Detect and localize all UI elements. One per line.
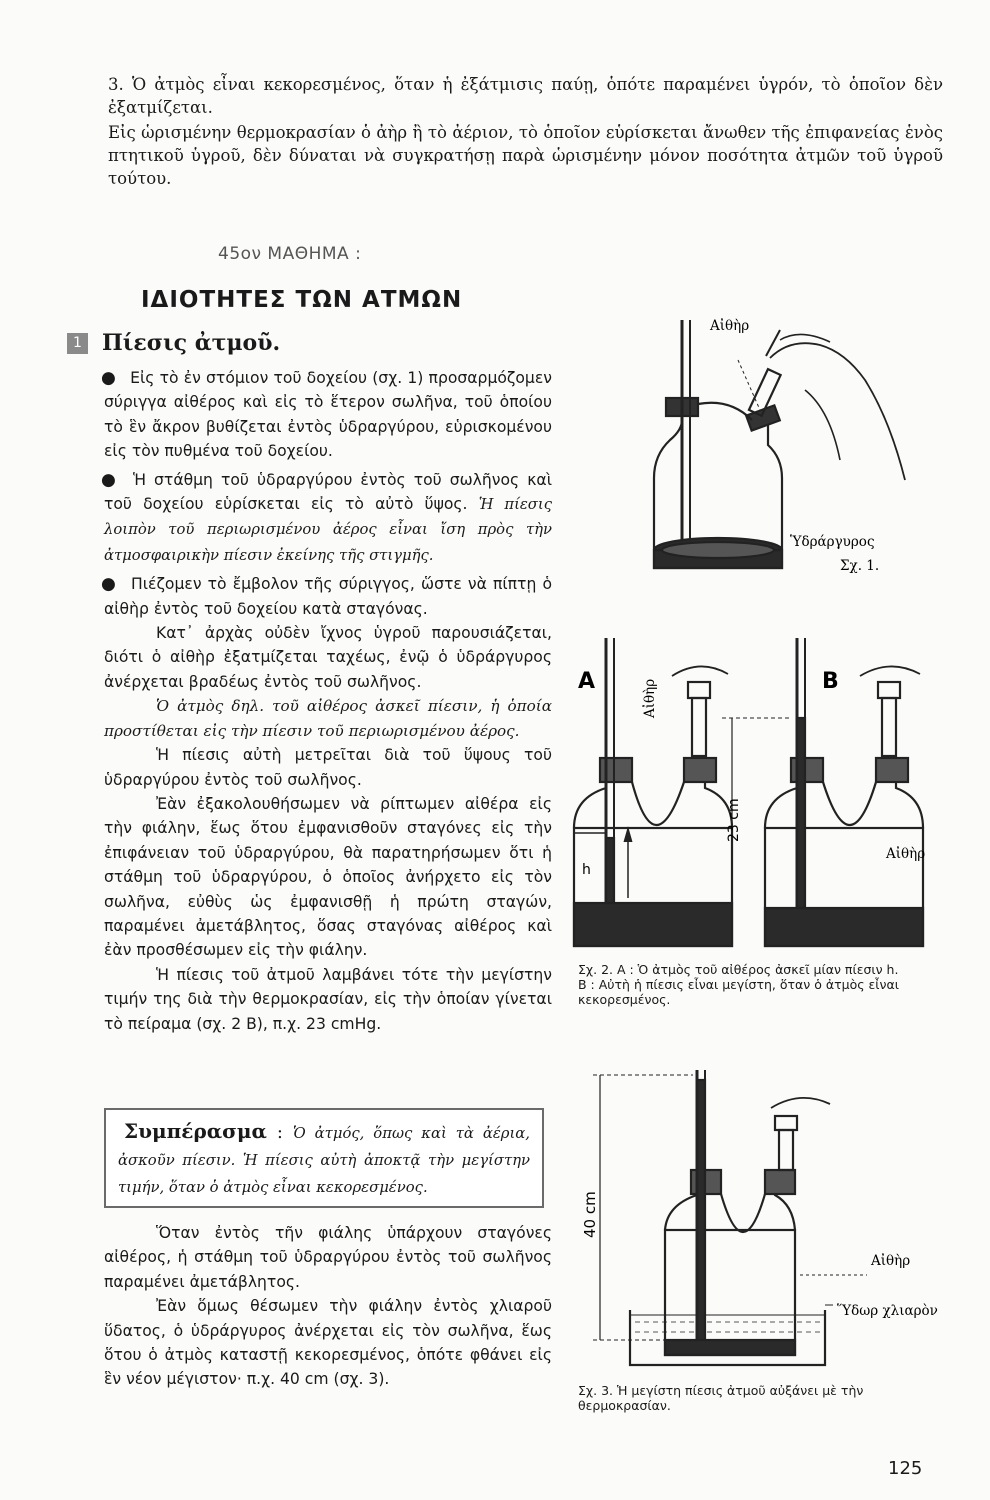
fig2-caption-1: Σχ. 2. Α : Ὁ ἀτμὸς τοῦ αἰθέρος ἀσκεῖ μίαν πίεσιν h. xyxy=(578,962,899,977)
figure-2 xyxy=(560,628,950,963)
fig3-ether-label: Αἰθὴρ xyxy=(871,1253,911,1269)
section-title: Πίεσις ἀτμοῦ. xyxy=(102,330,281,356)
fig2-ether-vertical-label: Αἰθὴρ xyxy=(642,678,658,718)
page-number: 125 xyxy=(888,1458,923,1479)
fig1-mercury-label: Ὑδράργυρος xyxy=(790,534,875,550)
paragraph-8: Ἡ πίεσις τοῦ ἀτμοῦ λαμβάνει τότε τὴν μεγίστην τιμήν της διὰ τὴν θερμοκρασίαν, εἰς τὴν ὁποίαν γίνεται τὸ πείραμα (σχ. 2 Β), π.χ. 23 cmHg. xyxy=(104,965,552,1033)
main-column-bottom xyxy=(104,1221,552,1392)
fig2-caption xyxy=(578,962,930,1007)
conclusion-text: Ὁ ἀτμός, ὅπως καὶ τὰ ἀέρια, ἀσκοῦν πίεσιν. Ἡ πίεσις αὐτὴ ἀποκτᾷ τὴν μεγίστην τιμήν, ὅταν ὁ ἀτμὸς εἶναι κεκορεσμένος. xyxy=(118,1125,531,1196)
lesson-label: 45ον ΜΑΘΗΜΑ : xyxy=(218,244,362,264)
paragraph-bullet-2: ● Ἡ στάθμη τοῦ ὑδραργύρου ἐντὸς τοῦ σωλῆνος καὶ τοῦ δοχείου εὑρίσκεται εἰς τὸ αὐτὸ ὕψος. Ἡ πίεσις λοιπὸν τοῦ περιωρισμένου ἀέρος εἶναι ἴση πρὸς τὴν ἀτμοσφαιρικὴν πίεσιν ἐκείνης τῆς στιγμῆς. xyxy=(104,468,552,569)
fig2-caption-2: Β : Αὐτὴ ἡ πίεσις εἶναι μεγίστη, ὅταν ὁ ἀτμὸς εἶναι κεκορεσμένος. xyxy=(578,977,899,1007)
paragraph-bullet-1: ● Εἰς τὸ ἐν στόμιον τοῦ δοχείου (σχ. 1) προσαρμόζομεν σύριγγα αἰθέρος καὶ εἰς τὸ ἕτερον σωλῆνα, τοῦ ὁποίου τὸ ἓν ἄκρον βυθίζεται ἐντὸς ὑδραργύρου, εὑρισκομένου εἰς τὸν πυθμένα τοῦ δοχείου. xyxy=(104,366,552,464)
intro-paragraph-1: 3. Ὁ ἀτμὸς εἶναι κεκορεσμένος, ὅταν ἡ ἐξάτμισις παύῃ, ὁπότε παραμένει ὑγρόν, τὸ ὁποῖον δὲν ἐξατμίζεται. xyxy=(108,75,943,117)
fig2-label-a: A xyxy=(578,669,596,694)
page-title: ΙΔΙΟΤΗΤΕΣ ΤΩΝ ΑΤΜΩΝ xyxy=(141,287,463,313)
main-column xyxy=(104,366,552,1036)
paragraph-7: Ἐὰν ἐξακολουθήσωμεν νὰ ρίπτωμεν αἰθέρα εἰς τὴν φιάλην, ἕως ὅτου ἐμφανισθοῦν σταγόνες εἰς τὴν ἐπιφάνειαν τοῦ ὑδραργύρου, θὰ παρατηρήσωμεν ὅτι ἡ στάθμη τοῦ ὑδραργύρου, ὁ ὁποῖος ἀνήρχετο εἰς τὸν σωλῆνα, εὐθὺς ὡς ἐμφανισθῇ ἡ πρώτη σταγών, παραμένει ἀμετάβλητος, ὅσας σταγόνας αἰθέρος καὶ ἐὰν προσθέσωμεν εἰς τὴν φιάλην. xyxy=(104,794,552,960)
intro-paragraph-2: Εἰς ὡρισμένην θερμοκρασίαν ὁ ἀὴρ ἢ τὸ ἀέριον, τὸ ὁποῖον εὑρίσκεται ἄνωθεν τῆς ἐπιφανείας ἑνὸς πτητικοῦ ὑγροῦ, δὲν δύναται νὰ συγκρατήσῃ παρὰ ὡρισμένην μόνον ποσότητα ἀτμῶν τοῦ ὑγροῦ τούτου. xyxy=(108,123,943,188)
intro xyxy=(108,73,943,190)
conclusion-box: Συμπέρασμα : Ὁ ἀτμός, ὅπως καὶ τὰ ἀέρια, ἀσκοῦν πίεσιν. Ἡ πίεσις αὐτὴ ἀποκτᾷ τὴν μεγίστην τιμήν, ὅταν ὁ ἀτμὸς εἶναι κεκορεσμένος. xyxy=(104,1108,544,1208)
paragraph-6: Ἡ πίεσις αὐτὴ μετρεῖται διὰ τοῦ ὕψους τοῦ ὑδραργύρου ἐντὸς τοῦ σωλῆνος. xyxy=(104,746,552,789)
paragraph-9: Ὅταν ἐντὸς τῆν φιάλης ὑπάρχουν σταγόνες αἰθέρος, ἡ στάθμη τοῦ ὑδραργύρου ἐντὸς τοῦ σωλῆνος παραμένει ἀμετάβλητος. xyxy=(104,1224,552,1291)
fig3-height-label: 40 cm xyxy=(581,1191,599,1238)
figure-1 xyxy=(630,300,930,590)
fig3-water-label: Ὕδωρ χλιαρὸν xyxy=(837,1303,938,1319)
fig2-label-b: B xyxy=(822,669,839,694)
section-number-badge: 1 xyxy=(67,333,88,354)
paragraph-4: Κατ᾽ ἀρχὰς οὐδὲν ἴχνος ὑγροῦ παρουσιάζεται, διότι ὁ αἰθὴρ ἐξατμίζεται ταχέως, ἐνῷ ὁ ὑδράργυρος ἀνέρχεται βραδέως ἐντὸς τοῦ σωλῆνος. xyxy=(104,624,552,691)
section-heading xyxy=(67,329,280,357)
paragraph-10: Ἐὰν ὅμως θέσωμεν τὴν φιάλην ἐντὸς χλιαροῦ ὕδατος, ὁ ὑδράργυρος ἀνέρχεται εἰς τὸν σωλῆνα, ἕως ὅτου ὁ ἀτμὸς καταστῇ κεκορεσμένος, ὁπότε φθάνει εἰς ἓν νέον μέγιστον· π.χ. 40 cm (σχ. 3). xyxy=(104,1297,552,1389)
paragraph-bullet-3: ● Πιέζομεν τὸ ἔμβολον τῆς σύριγγος, ὥστε νὰ πίπτῃ ὁ αἰθὴρ ἐντὸς τοῦ δοχείου κατὰ σταγόνας. xyxy=(104,572,552,621)
figure-3 xyxy=(575,1060,955,1380)
fig2-height-label: 23 cm xyxy=(726,798,742,842)
fig2-h-label: h xyxy=(582,862,591,878)
fig3-caption: Σχ. 3. Ἡ μεγίστη πίεσις ἀτμοῦ αὐξάνει μὲ τὴν θερμοκρασίαν. xyxy=(578,1383,864,1413)
paragraph-5-italic: Ὁ ἀτμὸς δηλ. τοῦ αἰθέρος ἀσκεῖ πίεσιν, ἡ ὁποία προστίθεται εἰς τὴν πίεσιν τοῦ περιωρισμένου ἀέρος. xyxy=(104,697,552,740)
fig1-ether-label: Αἰθὴρ xyxy=(710,318,750,334)
conclusion-label: Συμπέρασμα xyxy=(124,1119,267,1143)
fig2-ether-label: Αἰθὴρ xyxy=(886,846,926,862)
fig1-caption: Σχ. 1. xyxy=(840,558,880,574)
